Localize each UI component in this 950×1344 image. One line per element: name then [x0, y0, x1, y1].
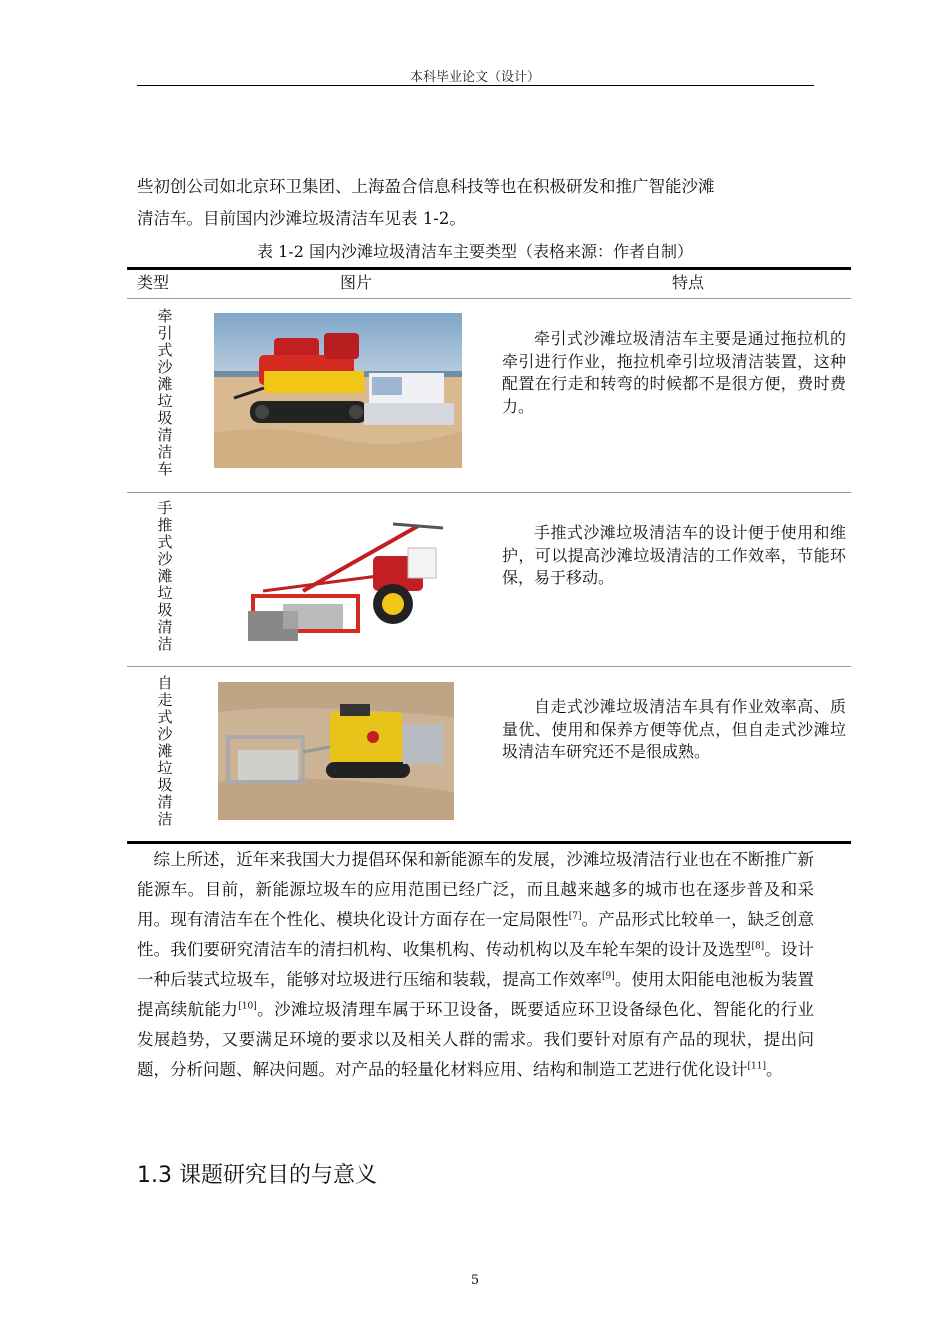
column-header-feature: 特点 [672, 273, 705, 292]
body-paragraph [137, 845, 814, 1085]
running-header: 本科毕业论文（设计） [409, 70, 540, 85]
table-header-rule [127, 298, 851, 299]
body-sentence: 。 [765, 1060, 783, 1079]
row-type-label: 手推式沙滩垃圾清洁 [157, 499, 173, 653]
row-feature-text: 自走式沙滩垃圾清洁车具有作业效率高、质量优、使用和保养方便等优点，但自走式沙滩垃圾清洁车研究还不是很成熟。 [502, 697, 846, 761]
table-row-divider [127, 666, 851, 667]
page-number: 5 [470, 1273, 480, 1288]
citation: [11] [747, 1061, 766, 1072]
row-feature-text: 牵引式沙滩垃圾清洁车主要是通过拖拉机的牵引进行作业，拖拉机牵引垃圾清洁装置，这种配置在行走和转弯的时候都不是很方便，费时费力。 [502, 329, 846, 416]
table-top-rule [127, 267, 851, 270]
column-header-image: 图片 [340, 273, 373, 292]
push-cleaner-photo [243, 516, 450, 651]
body-sentence: 。产品形式比较单一，缺乏创意性。我们要研究清洁车的清扫机构、收集机构、传动机构以及车轮车架的设计及选型 [137, 910, 815, 959]
section-heading: 1.3 课题研究目的与意义 [137, 1163, 377, 1188]
body-sentence: 。设计一种后装式垃圾车，能够对垃圾进行压缩和装载，提高工作效率 [137, 940, 815, 989]
self-propelled-cleaner-photo [218, 682, 454, 820]
citation: [9] [601, 971, 615, 982]
row-type-label: 牵引式沙滩垃圾清洁车 [157, 307, 173, 478]
row-feature-text: 手推式沙滩垃圾清洁车的设计便于使用和维护，可以提高沙滩垃圾清洁的工作效率，节能环保，易于移动。 [502, 523, 846, 587]
body-sentence: 综上所述，近年来我国大力提倡环保和新能源车的发展，沙滩垃圾清洁行业也在不断推广新能源车。目前，新能源垃圾车的应用范围已经广泛，而且越来越多的城市也在逐步普及和采用。现有清洁车在个性化、模块化设计方面存在一定局限性 [137, 850, 814, 929]
citation: [7] [568, 911, 582, 922]
intro-line-2: 清洁车。目前国内沙滩垃圾清洁车见表 1-2。 [137, 209, 466, 228]
header-rule [137, 85, 814, 86]
towed-cleaner-photo [214, 313, 462, 468]
body-sentence: 。使用太阳能电池板为装置提高续航能力 [137, 970, 815, 1019]
citation: [8] [751, 941, 765, 952]
row-type-label: 自走式沙滩垃圾清洁 [157, 674, 173, 828]
table-caption: 表 1-2 国内沙滩垃圾清洁车主要类型（表格来源：作者自制） [257, 242, 693, 261]
citation: [10] [238, 1001, 257, 1012]
table-bottom-rule [127, 841, 851, 844]
column-header-type: 类型 [137, 273, 170, 292]
body-sentence: 。沙滩垃圾清理车属于环卫设备，既要适应环卫设备绿色化、智能化的行业发展趋势，又要满足环境的要求以及相关人群的需求。我们要针对原有产品的现状，提出问题，分析问题、解决问题。对产品的轻量化材料应用、结构和制造工艺进行优化设计 [137, 1000, 815, 1079]
intro-line-1: 些初创公司如北京环卫集团、上海盈合信息科技等也在积极研发和推广智能沙滩 [137, 177, 715, 196]
table-row-divider [127, 492, 851, 493]
